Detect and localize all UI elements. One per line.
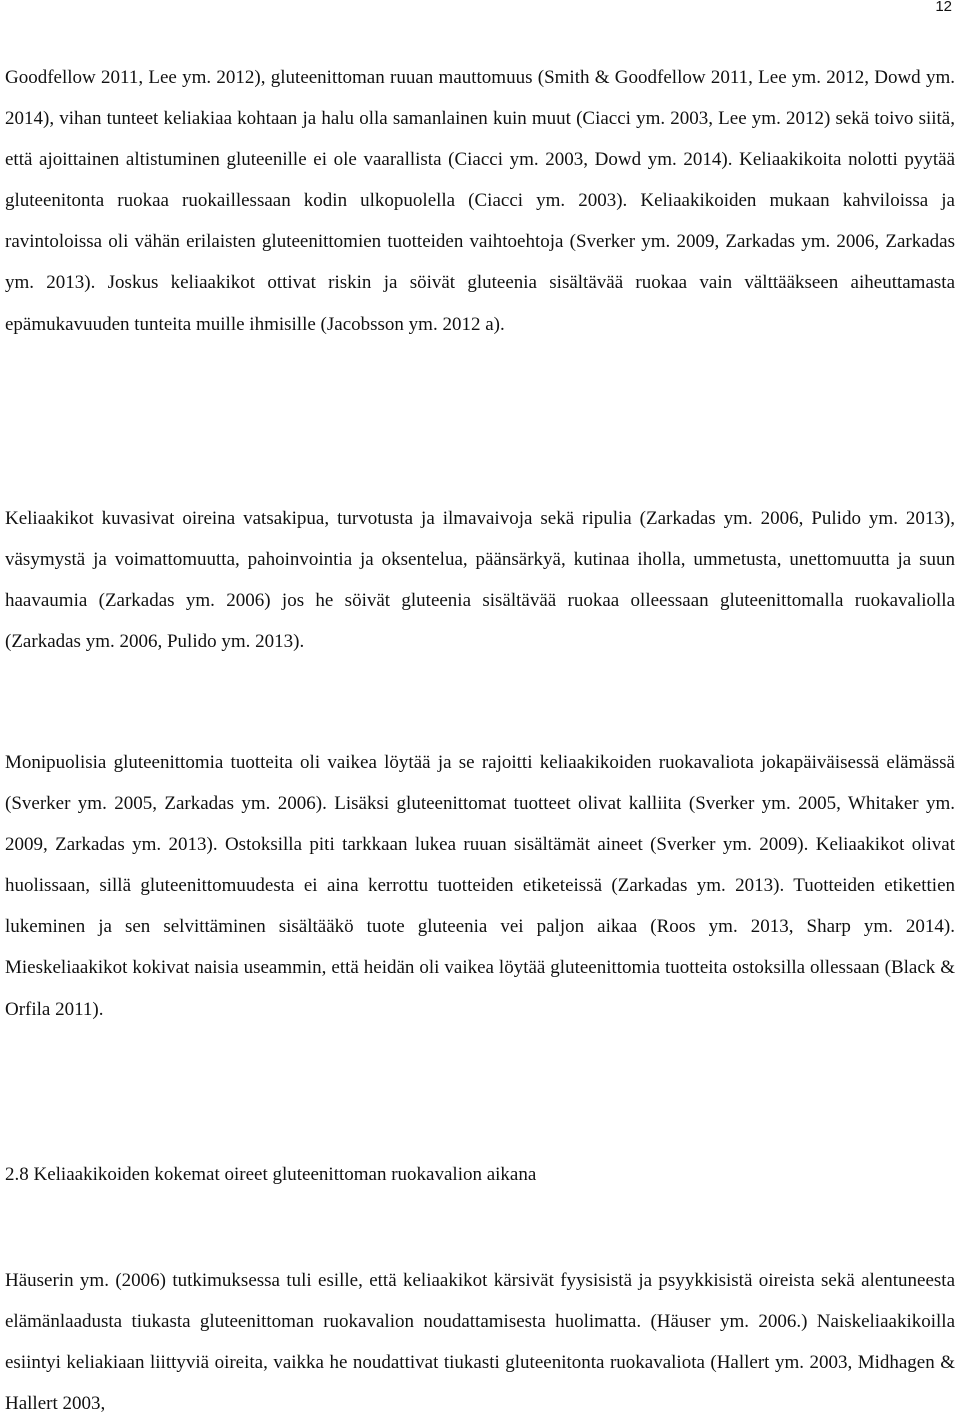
page-number: 12 [935,0,952,15]
body-paragraph-1: Goodfellow 2011, Lee ym. 2012), gluteenittoman ruuan mauttomuus (Smith & Goodfellow 2011, Lee ym. 2012, Dowd ym. 2014), vihan tunteet keliakiaa kohtaan ja halu olla samanlainen kuin muut (Ciacci ym. 2003, Lee ym. 2012) sekä toivo siitä, että ajoittainen altistuminen gluteenille ei ole vaarallista (Ciacci ym. 2003, Dowd ym. 2014). Keliaakikoita nolotti pyytää gluteenitonta ruokaa ruokaillessaan kodin ulkopuolella (Ciacci ym. 2003). Keliaakikoiden mukaan kahviloissa ja ravintoloissa oli vähän erilaisten gluteenittomien tuotteiden vaihtoehtoja (Sverker ym. 2009, Zarkadas ym. 2006, Zarkadas ym. 2013). Joskus keliaakikot ottivat riskin ja söivät gluteenia sisältävää ruokaa vain välttääkseen aiheuttamasta epämukavuuden tunteita muille ihmisille (Jacobsson ym. 2012 a). [5,67,955,335]
body-paragraph-4: Häuserin ym. (2006) tutkimuksessa tuli esille, että keliaakikot kärsivät fyysisistä ja psyykkisistä oireista sekä alentuneesta elämänlaadusta tiukasta gluteenittoman ruokavalion noudattamisesta huolimatta. (Häuser ym. 2006.) Naiskeliaakikoilla esiintyi keliakiaan liittyviä oireita, vaikka he noudattivat tiukasti gluteenitonta ruokavaliota (Hallert ym. 2003, Midhagen & Hallert 2003, [5,1270,955,1415]
body-paragraph-3: Monipuolisia gluteenittomia tuotteita oli vaikea löytää ja se rajoitti keliaakikoiden ruokavaliota jokapäiväisessä elämässä (Sverker ym. 2005, Zarkadas ym. 2006). Lisäksi gluteenittomat tuotteet olivat kalliita (Sverker ym. 2005, Whitaker ym. 2009, Zarkadas ym. 2013). Ostoksilla piti tarkkaan lukea ruuan sisältämät aineet (Sverker ym. 2009). Keliaakikot olivat huolissaan, sillä gluteenittomuudesta ei aina kerrottu tuotteiden etiketeissä (Zarkadas ym. 2013). Tuotteiden etikettien lukeminen ja sen selvittäminen sisältääkö tuote gluteenia vei paljon aikaa (Roos ym. 2013, Sharp ym. 2014). Mieskeliaakikot kokivat naisia useammin, että heidän oli vaikea löytää gluteenittomia tuotteita ostoksilla ollessaan (Black & Orfila 2011). [5,752,955,1020]
section-heading: 2.8 Keliaakikoiden kokemat oireet gluteenittoman ruokavalion aikana [5,1164,537,1185]
body-paragraph-2: Keliaakikot kuvasivat oireina vatsakipua, turvotusta ja ilmavaivoja sekä ripulia (Zarkadas ym. 2006, Pulido ym. 2013), väsymystä ja voimattomuutta, pahoinvointia ja oksentelua, päänsärkyä, kutinaa iholla, ummetusta, unettomuutta ja suun haavaumia (Zarkadas ym. 2006) jos he söivät gluteenia sisältävää ruokaa olleessaan gluteenittomalla ruokavaliolla (Zarkadas ym. 2006, Pulido ym. 2013). [5,508,955,653]
